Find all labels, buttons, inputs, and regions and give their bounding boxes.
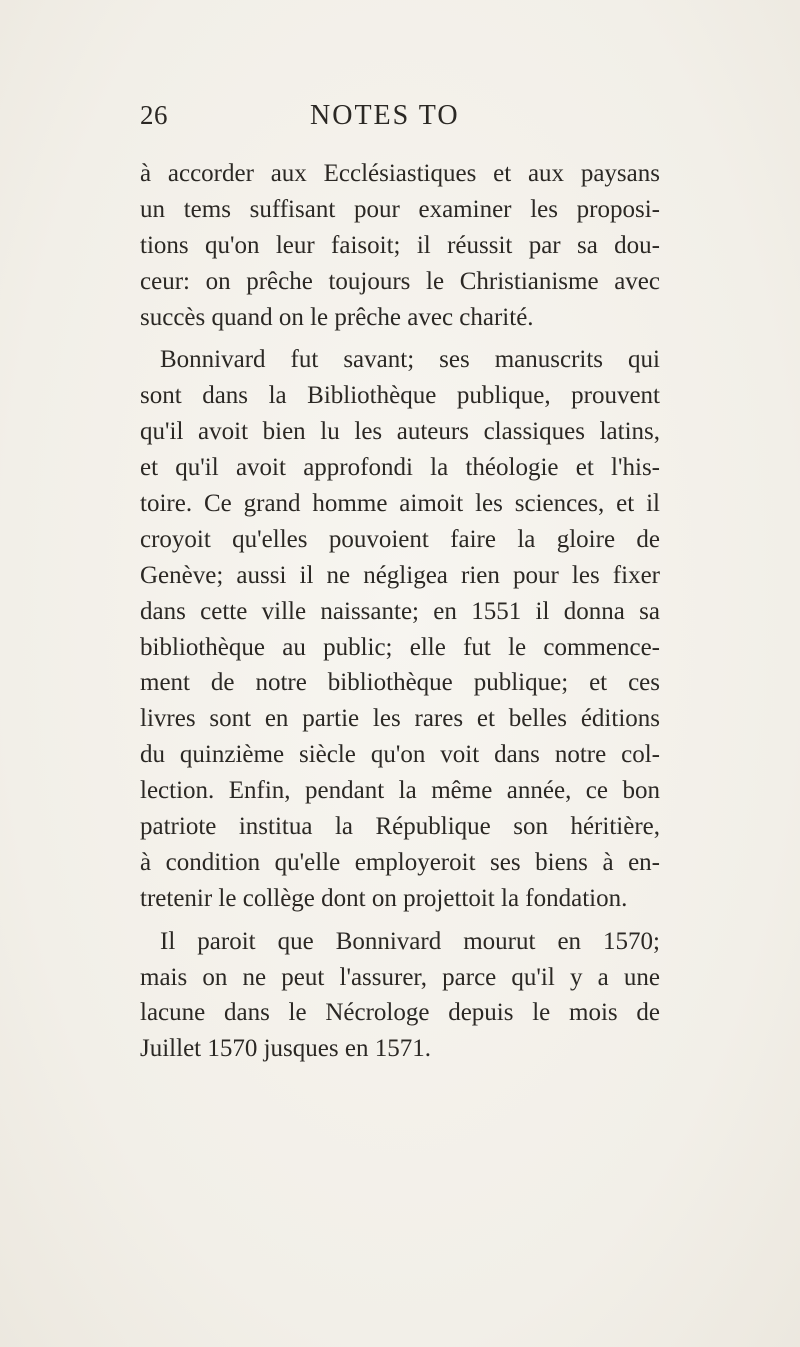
text-line: tretenir le collège dont on projettoit la fondation.: [140, 884, 628, 912]
text-line: toire. Ce grand homme aimoit les sciences, et il: [140, 490, 660, 518]
text-line: ment de notre bibliothèque publique; et ces: [140, 669, 660, 697]
text-line: patriote institua la République son héritière,: [140, 813, 660, 841]
text-line: qu'il avoit bien lu les auteurs classiques latins,: [140, 418, 660, 446]
text-line: bibliothèque au public; elle fut le commence-: [140, 633, 660, 661]
paragraph-gap: [140, 335, 660, 342]
text-line: tions qu'on leur faisoit; il réussit par sa dou-: [140, 231, 660, 259]
text-line: et qu'il avoit approfondi la théologie et l'his-: [140, 454, 660, 482]
paragraph-gap: [140, 917, 660, 924]
running-title: NOTES TO: [310, 100, 460, 131]
text-line: Il paroit que Bonnivard mourut en 1570;: [160, 927, 660, 955]
text-line: un tems suffisant pour examiner les proposi-: [140, 195, 660, 223]
text-line: dans cette ville naissante; en 1551 il donna sa: [140, 597, 660, 625]
paragraph: [140, 342, 660, 916]
text-line: Genève; aussi il ne négligea rien pour les fixer: [140, 561, 660, 589]
page-number: 26: [140, 100, 168, 130]
text-line: lacune dans le Nécrologe depuis le mois de: [140, 999, 660, 1027]
paragraph: [140, 156, 660, 335]
text-line: du quinzième siècle qu'on voit dans notre col-: [140, 741, 660, 769]
text-line: ceur: on prêche toujours le Christianisme avec: [140, 267, 660, 295]
paragraph: [140, 924, 660, 1068]
text-line: à condition qu'elle employeroit ses biens à en-: [140, 848, 660, 876]
text-line: Juillet 1570 jusques en 1571.: [140, 1035, 431, 1063]
text-line: mais on ne peut l'assurer, parce qu'il y a une: [140, 963, 660, 991]
page-header: [140, 100, 660, 140]
text-line: à accorder aux Ecclésiastiques et aux paysans: [140, 160, 660, 187]
body-text: [140, 156, 660, 1067]
text-line: sont dans la Bibliothèque publique, prouvent: [140, 382, 660, 410]
text-line: lection. Enfin, pendant la même année, ce bon: [140, 777, 660, 805]
text-line: Bonnivard fut savant; ses manuscrits qui: [160, 346, 660, 374]
text-line: livres sont en partie les rares et belles éditions: [140, 705, 660, 733]
text-line: croyoit qu'elles pouvoient faire la gloire de: [140, 525, 660, 553]
text-line: succès quand on le prêche avec charité.: [140, 303, 534, 331]
